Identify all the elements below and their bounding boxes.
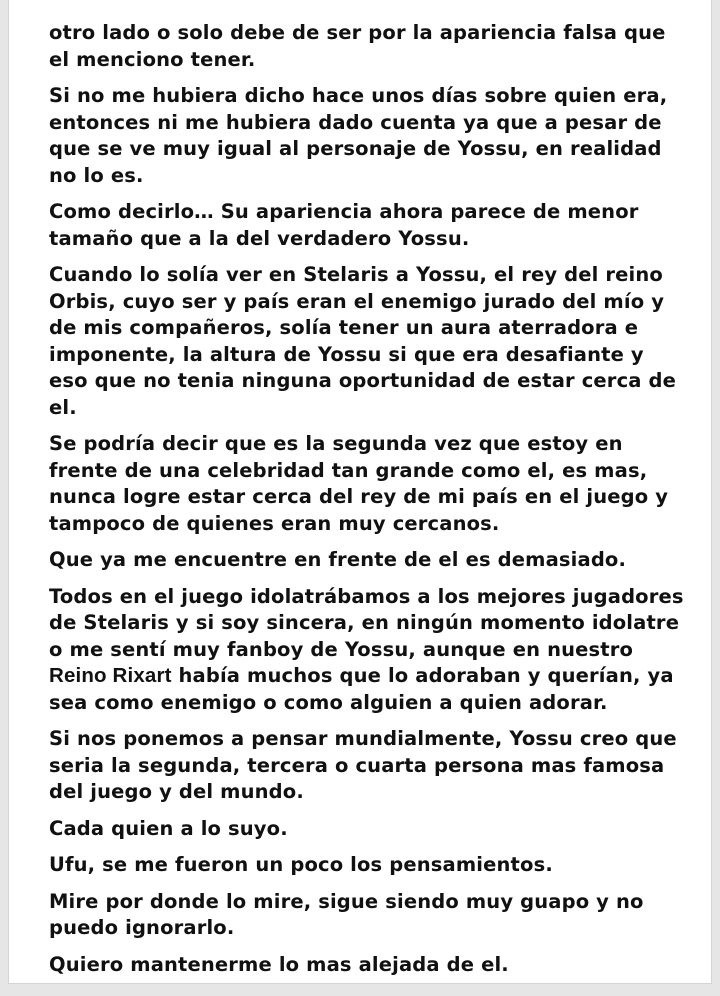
document-page	[8, 0, 712, 984]
paragraph-text-before: Todos en el juego idolatrábamos a los mejores jugadores de Stelaris y si soy sincera, en ningún momento idolatre o me sentí muy fanboy de Yossu, aunque en nuestro	[49, 584, 684, 661]
document-body	[49, 20, 689, 988]
paragraph: Se podría decir que es la segunda vez que estoy en frente de una celebridad tan grande como el, es mas, nunca logre estar cerca del rey de mi país en el juego y tampoco de quienes eran muy cercanos.	[49, 432, 669, 535]
paragraph: otro lado o solo debe de ser por la apariencia falsa que el menciono tener.	[49, 21, 666, 71]
paragraph: Mire por donde lo mire, sigue siendo muy guapo y no puedo ignorarlo.	[49, 889, 644, 939]
kingdom-name-emphasis: Reino Rixart	[49, 664, 172, 687]
paragraph: Ufu, se me fueron un poco los pensamientos.	[49, 853, 553, 876]
paragraph-text-after: había muchos que lo adoraban y querían, ya sea como enemigo o como alguien a quien adorar.	[49, 664, 674, 714]
paragraph: Como decirlo… Su apariencia ahora parece de menor tamaño que a la del verdadero Yossu.	[49, 200, 639, 250]
paragraph: Cuando lo solía ver en Stelaris a Yossu, el rey del reino Orbis, cuyo ser y país eran el enemigo jurado del mío y de mis compañeros, solía tener un aura aterradora e imponente, la altura de Yossu si que era desafiante y eso que no tenia ninguna oportunidad de estar cerca de el.	[49, 263, 677, 419]
paragraph: Que ya me encuentre en frente de el es demasiado.	[49, 548, 627, 571]
paragraph: Quiero mantenerme lo mas alejada de el.	[49, 952, 509, 976]
paragraph-with-emphasis	[49, 584, 689, 717]
paragraph: Cada quien a lo suyo.	[49, 816, 288, 840]
paragraph: Si nos ponemos a pensar mundialmente, Yossu creo que seria la segunda, tercera o cuarta persona mas famosa del juego y del mundo.	[49, 727, 677, 803]
paragraph: Si no me hubiera dicho hace unos días sobre quien era, entonces ni me hubiera dado cuenta ya que a pesar de que se ve muy igual al personaje de Yossu, en realidad no lo es.	[49, 84, 668, 187]
